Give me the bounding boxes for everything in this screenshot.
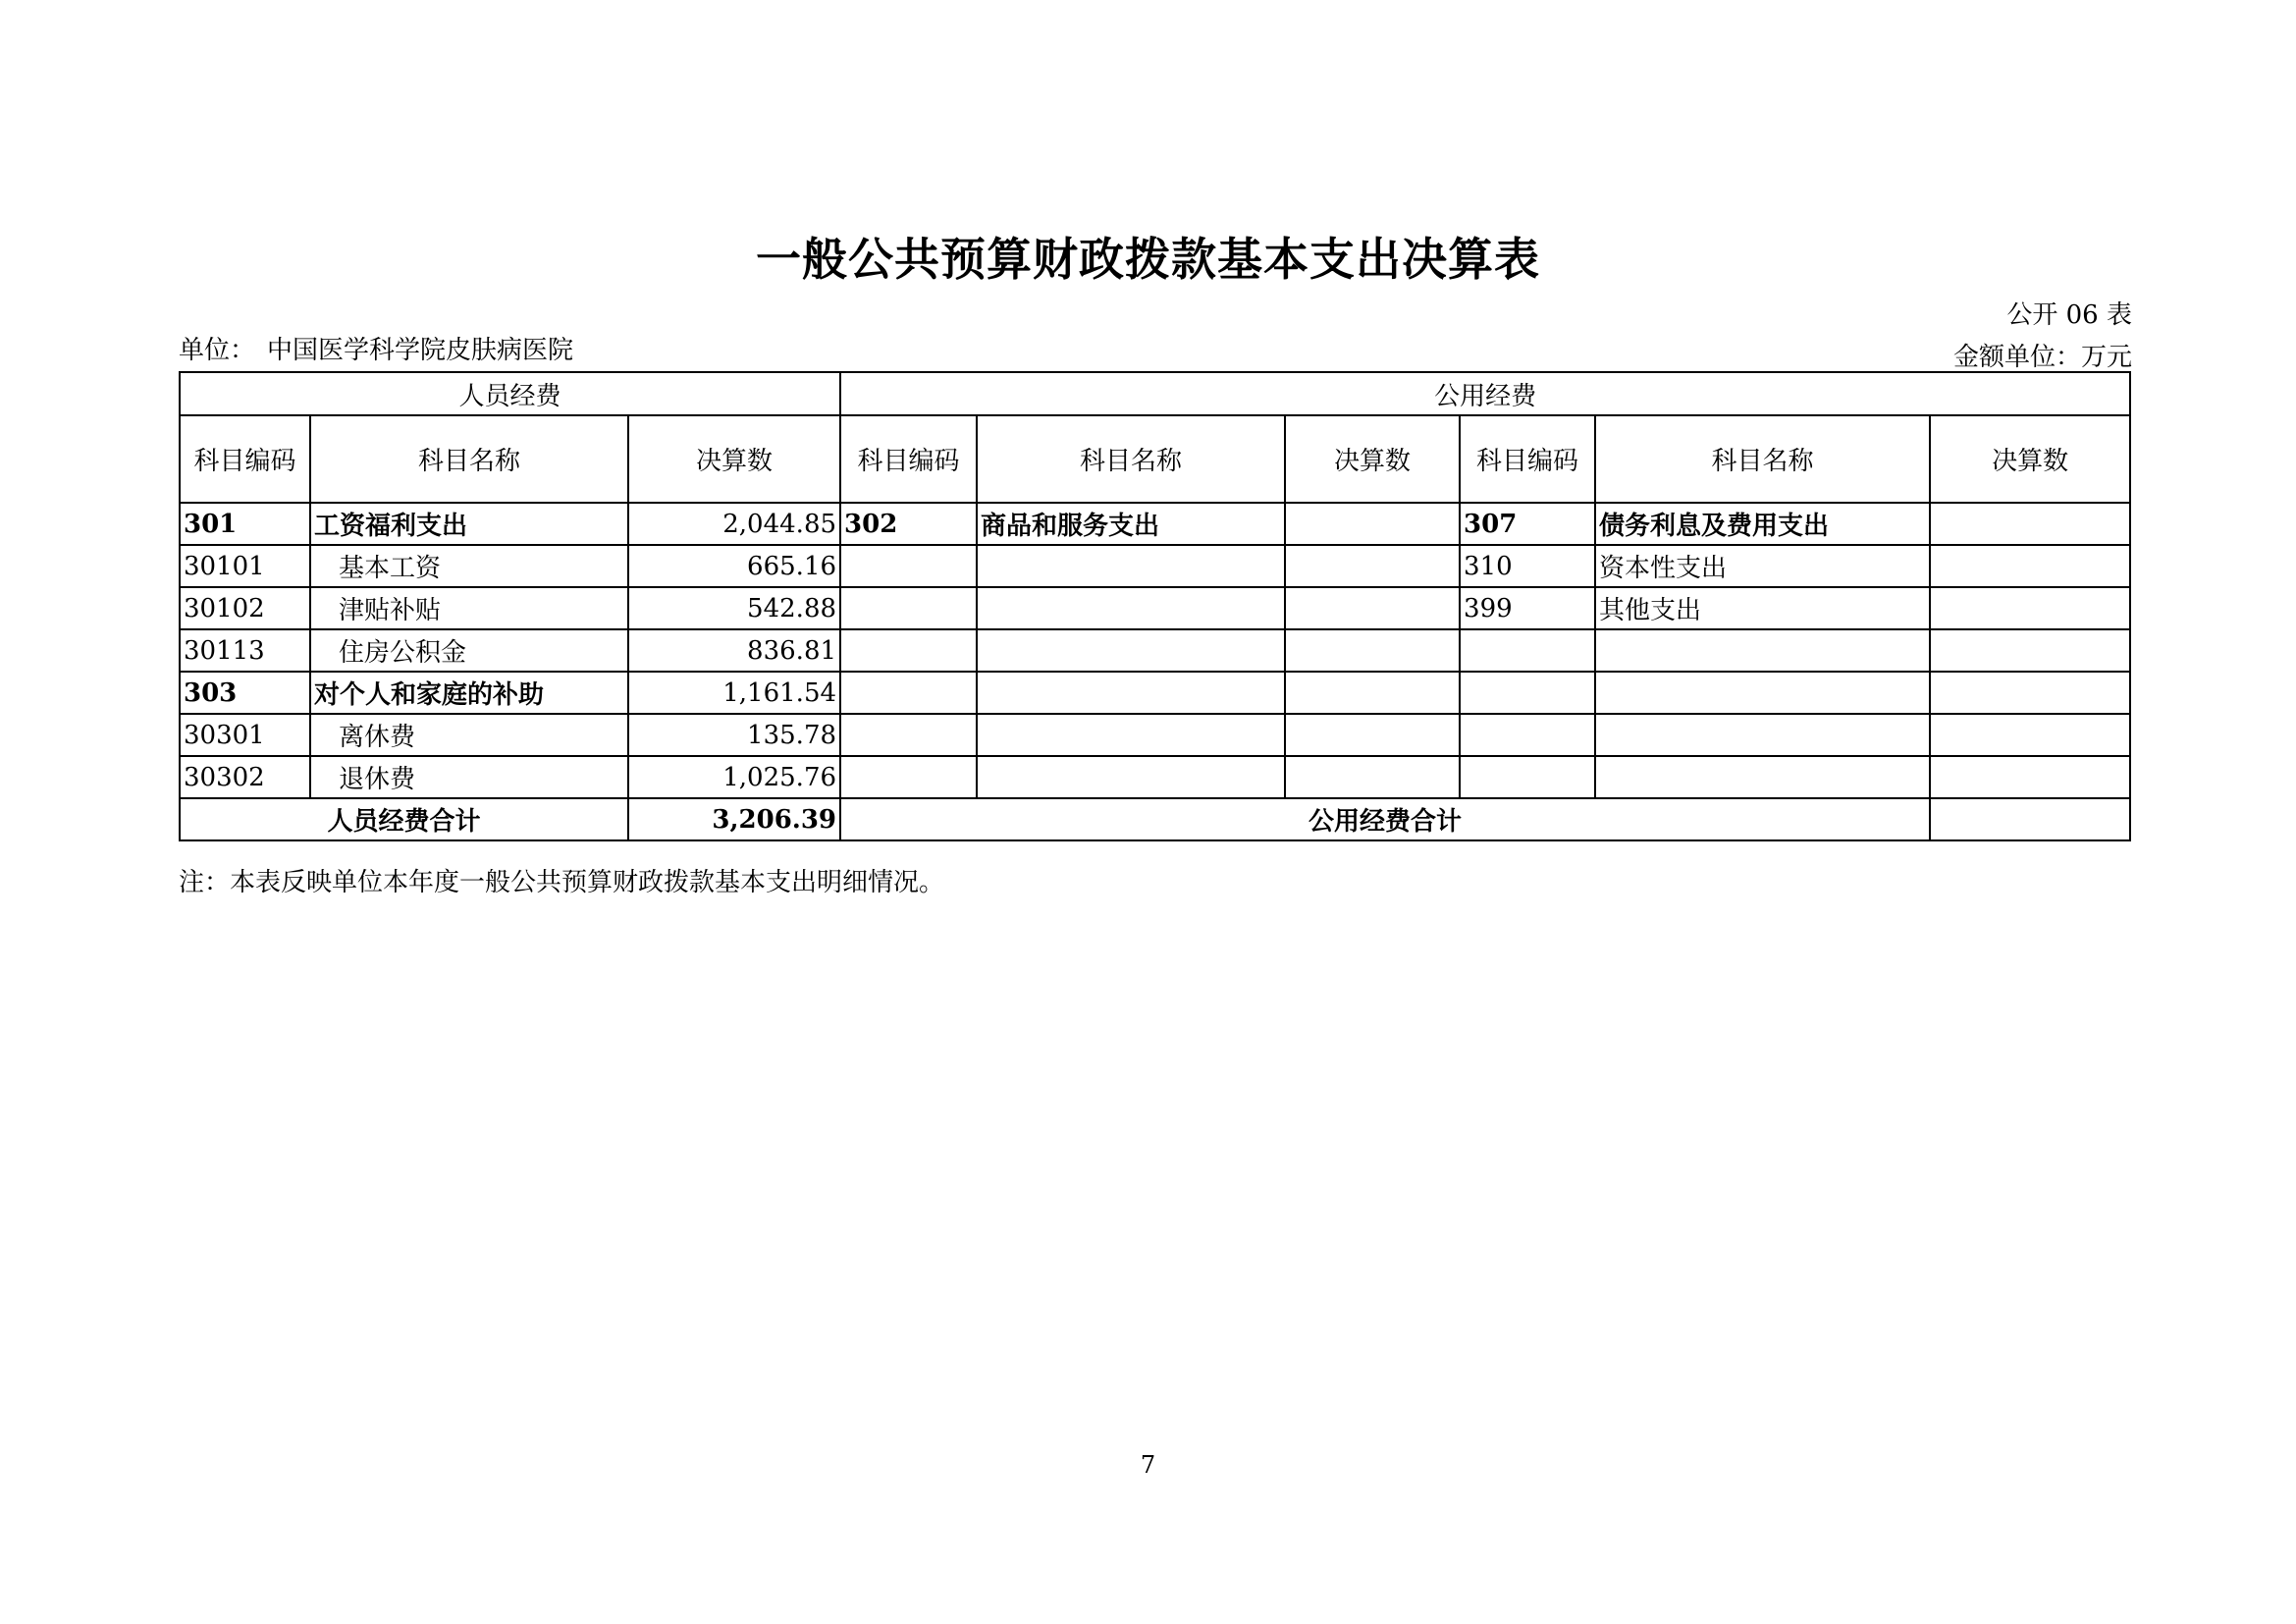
unit-name: 中国医学科学院皮肤病医院 [267, 336, 574, 365]
empty-cell [1460, 629, 1595, 672]
table-row [180, 503, 2130, 545]
code-cell: 30113 [180, 629, 310, 672]
code-cell: 30302 [180, 756, 310, 798]
amount-cell: 135.78 [628, 714, 840, 756]
unit-label: 单位： [179, 336, 256, 365]
empty-cell [1595, 629, 1930, 672]
header-name: 科目名称 [1595, 415, 1930, 503]
name-cell: 离休费 [310, 714, 628, 756]
column-header-row [180, 415, 2130, 503]
empty-cell [977, 672, 1285, 714]
empty-cell [977, 714, 1285, 756]
amount-cell [1930, 503, 2130, 545]
section-public: 公用经费 [840, 372, 2130, 415]
name-cell: 津贴补贴 [310, 587, 628, 629]
amount-cell: 542.88 [628, 587, 840, 629]
empty-cell [977, 756, 1285, 798]
empty-cell [840, 587, 977, 629]
code-cell: 301 [180, 503, 310, 545]
empty-cell [1595, 714, 1930, 756]
public-total-value [1930, 798, 2130, 840]
expenditure-table [179, 371, 2131, 841]
table-row [180, 672, 2130, 714]
name-cell: 资本性支出 [1595, 545, 1930, 587]
form-number: 公开 06 表 [2006, 300, 2132, 330]
empty-cell [840, 714, 977, 756]
name-cell: 对个人和家庭的补助 [310, 672, 628, 714]
empty-cell [1930, 629, 2130, 672]
page-title: 一般公共预算财政拨款基本支出决算表 [756, 233, 1540, 286]
empty-cell [1285, 629, 1460, 672]
empty-cell [1595, 672, 1930, 714]
amount-cell: 2,044.85 [628, 503, 840, 545]
name-cell: 其他支出 [1595, 587, 1930, 629]
empty-cell [1930, 756, 2130, 798]
header-name: 科目名称 [310, 415, 628, 503]
empty-cell [1285, 756, 1460, 798]
table-row [180, 714, 2130, 756]
table-row [180, 756, 2130, 798]
amount-cell [1930, 545, 2130, 587]
code-cell: 30101 [180, 545, 310, 587]
empty-cell [1930, 714, 2130, 756]
unit-line [179, 330, 573, 366]
code-cell: 307 [1460, 503, 1595, 545]
section-personnel: 人员经费 [180, 372, 840, 415]
amount-cell [1285, 503, 1460, 545]
empty-cell [840, 629, 977, 672]
name-cell: 工资福利支出 [310, 503, 628, 545]
name-cell: 住房公积金 [310, 629, 628, 672]
empty-cell [1285, 672, 1460, 714]
table-row [180, 629, 2130, 672]
empty-cell [977, 545, 1285, 587]
empty-cell [1930, 672, 2130, 714]
empty-cell [1460, 672, 1595, 714]
empty-cell [840, 672, 977, 714]
header-amount: 决算数 [1930, 415, 2130, 503]
empty-cell [1285, 587, 1460, 629]
code-cell: 30301 [180, 714, 310, 756]
empty-cell [840, 756, 977, 798]
empty-cell [1285, 545, 1460, 587]
empty-cell [1285, 714, 1460, 756]
name-cell: 基本工资 [310, 545, 628, 587]
name-cell: 债务利息及费用支出 [1595, 503, 1930, 545]
empty-cell [1595, 756, 1930, 798]
empty-cell [977, 587, 1285, 629]
code-cell: 399 [1460, 587, 1595, 629]
name-cell: 退休费 [310, 756, 628, 798]
amount-cell: 665.16 [628, 545, 840, 587]
code-cell: 302 [840, 503, 977, 545]
header-code: 科目编码 [1460, 415, 1595, 503]
money-unit: 金额单位：万元 [1952, 343, 2132, 372]
code-cell: 303 [180, 672, 310, 714]
amount-cell [1930, 587, 2130, 629]
table-note: 注：本表反映单位本年度一般公共预算财政拨款基本支出明细情况。 [179, 868, 945, 897]
total-row [180, 798, 2130, 840]
personnel-total-value: 3,206.39 [628, 798, 840, 840]
amount-cell: 1,025.76 [628, 756, 840, 798]
table-row [180, 587, 2130, 629]
header-name: 科目名称 [977, 415, 1285, 503]
header-amount: 决算数 [1285, 415, 1460, 503]
name-cell: 商品和服务支出 [977, 503, 1285, 545]
personnel-total-label: 人员经费合计 [180, 798, 628, 840]
header-code: 科目编码 [180, 415, 310, 503]
empty-cell [840, 545, 977, 587]
amount-cell: 836.81 [628, 629, 840, 672]
table-row [180, 545, 2130, 587]
empty-cell [1460, 756, 1595, 798]
page-number: 7 [1140, 1451, 1156, 1479]
amount-cell: 1,161.54 [628, 672, 840, 714]
code-cell: 310 [1460, 545, 1595, 587]
public-total-label: 公用经费合计 [840, 798, 1930, 840]
section-header-row [180, 372, 2130, 415]
empty-cell [1460, 714, 1595, 756]
header-code: 科目编码 [840, 415, 977, 503]
header-amount: 决算数 [628, 415, 840, 503]
code-cell: 30102 [180, 587, 310, 629]
empty-cell [977, 629, 1285, 672]
